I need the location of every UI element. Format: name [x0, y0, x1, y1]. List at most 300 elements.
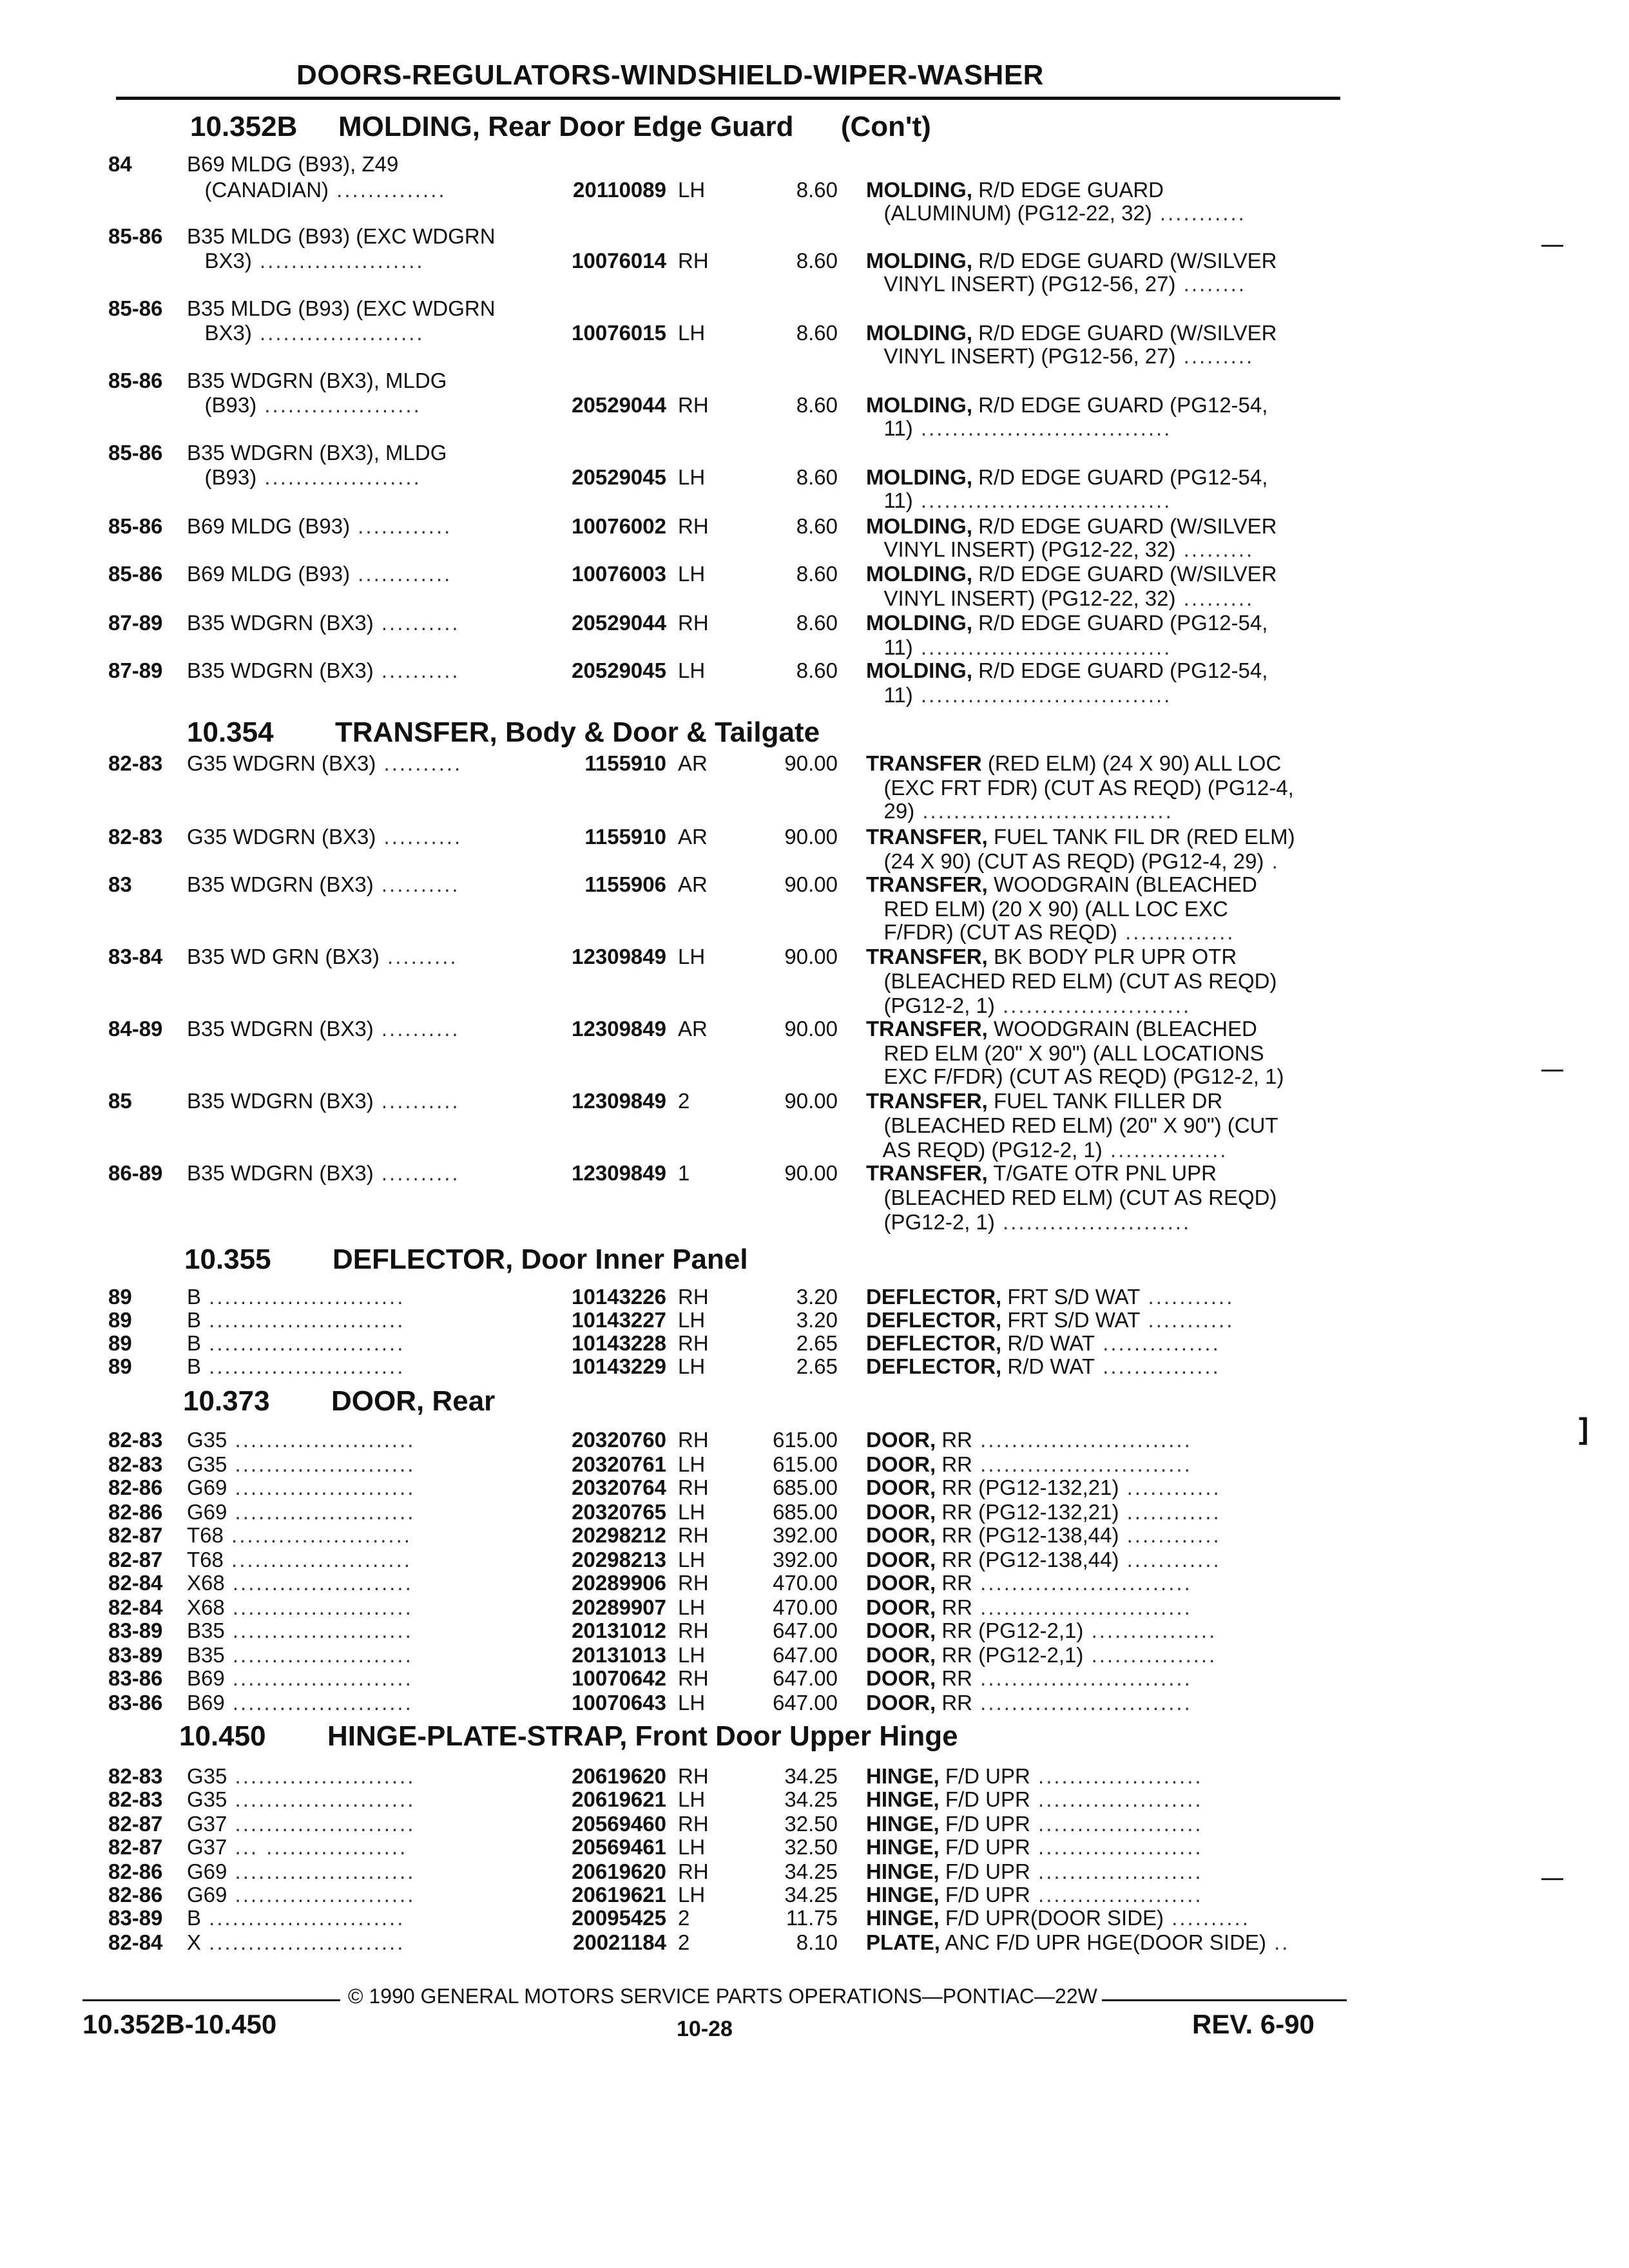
row-model [187, 1161, 528, 1185]
row-model-leader: ..................... [251, 249, 425, 273]
row-quantity: RH [678, 1428, 709, 1452]
row-description [866, 178, 1336, 202]
row-part-number: 20529045 [572, 658, 666, 682]
row-description [866, 1354, 1336, 1378]
row-model-leader: ....................... [227, 1860, 416, 1883]
row-part-number: 10143229 [572, 1354, 666, 1378]
row-part-number: 20110089 [572, 178, 666, 202]
row-description-text: TRANSFER, FUEL TANK FIL DR (RED ELM) [866, 825, 1295, 849]
row-part-number: 20320760 [572, 1428, 666, 1452]
row-description [866, 799, 1336, 823]
row-model-leader: ....................... [227, 1764, 416, 1788]
row-model [187, 1619, 528, 1642]
row-description [866, 537, 1336, 561]
row-model [187, 945, 528, 968]
row-description-leader: ................ [1083, 1619, 1217, 1642]
row-years: 82-83 [108, 751, 163, 775]
row-model-text: G37 [187, 1835, 227, 1859]
row-description-leader: ........................... [972, 1666, 1192, 1690]
row-price: 615.00 [773, 1428, 838, 1452]
row-part-number: 20131013 [572, 1643, 666, 1667]
row-model-text: B35 WDGRN (BX3), MLDG [187, 369, 447, 392]
row-description [866, 1064, 1336, 1088]
row-description-leader: ........................... [972, 1428, 1192, 1452]
row-model [187, 1860, 528, 1883]
row-years: 87-89 [108, 611, 163, 635]
row-years: 82-87 [108, 1835, 163, 1859]
row-years: 85-86 [108, 441, 163, 465]
row-price: 90.00 [784, 751, 838, 775]
row-model-leader: .......... [373, 1161, 460, 1185]
row-model-text: X68 [187, 1571, 225, 1595]
row-description [866, 465, 1336, 489]
row-years: 84 [108, 152, 132, 176]
row-model [187, 1285, 528, 1309]
row-model-text: B [187, 1308, 202, 1332]
row-part-number: 20529044 [572, 393, 666, 417]
row-part-number: 20289906 [572, 1571, 666, 1595]
section-heading [179, 1720, 958, 1753]
row-model-leader: ....................... [227, 1883, 416, 1907]
row-description [866, 1548, 1336, 1571]
row-price: 3.20 [796, 1285, 838, 1309]
row-description-leader: ..................... [1030, 1883, 1203, 1907]
row-model-text: B [187, 1906, 202, 1930]
page-header-title: DOORS-REGULATORS-WINDSHIELD-WIPER-WASHER [296, 59, 1044, 91]
row-quantity: LH [678, 1691, 706, 1715]
row-model-text: G69 [187, 1883, 227, 1907]
row-years: 83-86 [108, 1666, 163, 1690]
row-model-text: (CANADIAN) [187, 178, 329, 202]
row-model [187, 1523, 528, 1547]
row-description-text: VINYL INSERT) (PG12-22, 32) [866, 537, 1176, 561]
row-description-text: VINYL INSERT) (PG12-22, 32) [866, 586, 1176, 610]
row-model [187, 1883, 528, 1907]
row-description-leader: ................................ [912, 683, 1172, 707]
row-quantity: RH [678, 1285, 709, 1309]
row-model [187, 1475, 528, 1499]
row-description [866, 1113, 1336, 1137]
row-price: 8.60 [796, 393, 838, 417]
row-description-leader: ............ [1119, 1475, 1221, 1499]
row-part-number: 10143226 [572, 1285, 666, 1309]
row-price: 685.00 [773, 1475, 838, 1499]
row-price: 90.00 [784, 1161, 838, 1185]
row-price: 34.25 [784, 1764, 838, 1788]
row-description-leader: ........ [1175, 272, 1247, 296]
row-part-number: 20298213 [572, 1548, 666, 1571]
row-description-text: DEFLECTOR, FRT S/D WAT [866, 1285, 1141, 1309]
row-model-text: B35 [187, 1619, 225, 1642]
row-model-leader: ............ [350, 562, 452, 586]
row-quantity: AR [678, 872, 708, 896]
row-model-leader: ..................... [251, 321, 425, 345]
row-price: 2.65 [796, 1354, 838, 1378]
row-description [866, 945, 1336, 968]
row-years: 85-86 [108, 514, 163, 538]
row-quantity: RH [678, 1571, 709, 1595]
section-title: DEFLECTOR, Door Inner Panel [333, 1244, 748, 1275]
row-model-leader: ......................... [201, 1930, 405, 1954]
row-description [866, 1017, 1336, 1041]
row-price: 32.50 [784, 1835, 838, 1859]
footer-rule-left [82, 1999, 340, 2001]
row-quantity: AR [678, 825, 708, 849]
row-price: 392.00 [773, 1548, 838, 1571]
row-model-leader: ....................... [227, 1500, 416, 1524]
row-price: 90.00 [784, 825, 838, 849]
row-description-leader: .............. [1117, 920, 1235, 944]
row-description-text: 11) [866, 488, 913, 512]
row-model-text: G35 [187, 1428, 227, 1452]
row-description [866, 1883, 1336, 1907]
row-description [866, 1764, 1336, 1788]
row-price: 2.65 [796, 1331, 838, 1355]
row-description [866, 1619, 1336, 1642]
section-number: 10.355 [184, 1244, 271, 1275]
row-price: 90.00 [784, 1017, 838, 1041]
row-description-text: MOLDING, R/D EDGE GUARD (PG12-54, [866, 393, 1268, 417]
row-description-text: (BLEACHED RED ELM) (CUT AS REQD) [866, 1186, 1277, 1209]
row-description-text: DOOR, RR [866, 1452, 973, 1476]
row-description-text: 11) [866, 635, 913, 659]
row-model [187, 441, 528, 465]
row-quantity: 1 [678, 1161, 690, 1185]
row-model [187, 1764, 528, 1788]
row-part-number: 20298212 [572, 1523, 666, 1547]
row-model-text: G69 [187, 1475, 227, 1499]
row-description-leader: ......... [1175, 537, 1255, 561]
row-description [866, 920, 1336, 944]
row-price: 8.60 [796, 514, 838, 538]
row-price: 8.60 [796, 465, 838, 489]
row-years: 82-83 [108, 1787, 163, 1811]
row-description-text: HINGE, F/D UPR [866, 1860, 1030, 1883]
row-years: 85-86 [108, 296, 163, 320]
row-part-number: 12309849 [572, 1017, 666, 1041]
row-quantity: RH [678, 1523, 709, 1547]
row-quantity: LH [678, 945, 706, 968]
row-years: 82-83 [108, 1764, 163, 1788]
row-price: 3.20 [796, 1308, 838, 1332]
row-quantity: RH [678, 1812, 709, 1836]
row-model-text: B35 [187, 1643, 225, 1667]
row-years: 82-86 [108, 1500, 163, 1524]
row-description [866, 897, 1336, 921]
row-part-number: 12309849 [572, 1089, 666, 1113]
row-years: 82-83 [108, 1452, 163, 1476]
row-quantity: LH [678, 1883, 706, 1907]
row-part-number: 1155906 [584, 872, 666, 896]
row-description-text: MOLDING, R/D EDGE GUARD (PG12-54, [866, 658, 1268, 682]
margin-tick [1541, 1070, 1563, 1072]
row-description-text: MOLDING, R/D EDGE GUARD (W/SILVER [866, 514, 1277, 538]
row-description-leader: ............ [1119, 1548, 1221, 1571]
row-model [187, 1428, 528, 1452]
row-model-leader: .................... [256, 393, 421, 417]
row-description [866, 1210, 1336, 1234]
row-model-leader: .......... [373, 658, 460, 682]
row-model-text: B [187, 1285, 202, 1309]
row-model-text: B69 MLDG (B93), Z49 [187, 152, 399, 176]
row-description [866, 586, 1336, 610]
header-rule [116, 97, 1340, 100]
row-description-text: DOOR, RR (PG12-2,1) [866, 1643, 1084, 1667]
row-model [187, 872, 528, 896]
row-model-text: T68 [187, 1548, 224, 1571]
row-model-text: G35 WDGRN (BX3) [187, 825, 376, 849]
row-price: 647.00 [773, 1619, 838, 1642]
row-description [866, 1666, 1336, 1690]
row-quantity: RH [678, 1331, 709, 1355]
row-part-number: 20529045 [572, 465, 666, 489]
row-description-text: (ALUMINUM) (PG12-22, 32) [866, 201, 1152, 225]
row-model-leader: .......... [376, 825, 463, 849]
row-description-text: 29) [866, 799, 915, 823]
row-model [187, 1930, 528, 1954]
row-description [866, 416, 1336, 440]
row-price: 8.60 [796, 658, 838, 682]
row-description-text: DOOR, RR (PG12-132,21) [866, 1500, 1119, 1524]
row-years: 89 [108, 1308, 132, 1332]
row-description-leader: ..................... [1030, 1835, 1203, 1859]
row-description [866, 1523, 1336, 1547]
row-model [187, 1017, 528, 1041]
row-price: 8.10 [796, 1930, 838, 1954]
row-quantity: LH [678, 1643, 706, 1667]
row-description-leader: . [1264, 849, 1280, 873]
row-description-text: DOOR, RR (PG12-138,44) [866, 1548, 1119, 1571]
row-part-number: 12309849 [572, 945, 666, 968]
row-years: 82-84 [108, 1571, 163, 1595]
row-model [187, 514, 528, 538]
row-model-text: G35 [187, 1764, 227, 1788]
row-price: 90.00 [784, 1089, 838, 1113]
row-description-leader: ........... [1140, 1285, 1235, 1309]
section-heading [187, 716, 820, 749]
row-part-number: 10070643 [572, 1691, 666, 1715]
row-model-leader: .......... [373, 872, 460, 896]
row-price: 8.60 [796, 178, 838, 202]
row-description [866, 825, 1336, 849]
row-price: 470.00 [773, 1595, 838, 1619]
row-quantity: RH [678, 249, 709, 273]
row-description [866, 1930, 1336, 1954]
row-description [866, 1906, 1336, 1930]
footer-rule-right [1102, 1999, 1347, 2001]
row-description-text: PLATE, ANC F/D UPR HGE(DOOR SIDE) [866, 1930, 1266, 1954]
row-price: 8.60 [796, 562, 838, 586]
row-model [187, 369, 528, 392]
row-description [866, 1089, 1336, 1113]
row-description [866, 1041, 1336, 1065]
row-part-number: 12309849 [572, 1161, 666, 1185]
row-model [187, 1666, 528, 1690]
row-model-text: B [187, 1354, 202, 1378]
row-quantity: LH [678, 178, 706, 202]
row-quantity: RH [678, 1666, 709, 1690]
row-model-leader: ....................... [227, 1812, 416, 1836]
row-years: 89 [108, 1285, 132, 1309]
row-description-leader: ............... [1102, 1138, 1228, 1162]
row-description-text: (EXC FRT FDR) (CUT AS REQD) (PG12-4, [866, 776, 1294, 800]
row-quantity: RH [678, 1619, 709, 1642]
row-quantity: RH [678, 1764, 709, 1788]
row-years: 82-84 [108, 1595, 163, 1619]
row-price: 647.00 [773, 1691, 838, 1715]
row-description-leader: ........................... [972, 1691, 1192, 1715]
row-years: 83-89 [108, 1619, 163, 1642]
row-model-text: B69 MLDG (B93) [187, 562, 351, 586]
row-description-text: TRANSFER, T/GATE OTR PNL UPR [866, 1161, 1217, 1185]
row-quantity: LH [678, 1835, 706, 1859]
row-description-text: EXC F/FDR) (CUT AS REQD) (PG12-2, 1) [866, 1064, 1284, 1088]
row-years: 89 [108, 1354, 132, 1378]
row-description-text: HINGE, F/D UPR [866, 1764, 1030, 1788]
row-years: 82-86 [108, 1883, 163, 1907]
row-model-text: G35 WDGRN (BX3) [187, 751, 376, 775]
row-description-text: (24 X 90) (CUT AS REQD) (PG12-4, 29) [866, 849, 1264, 873]
row-model-text: B35 WDGRN (BX3) [187, 611, 374, 635]
row-years: 85-86 [108, 369, 163, 392]
row-part-number: 20131012 [572, 1619, 666, 1642]
row-model-leader: .......... [373, 611, 460, 635]
row-part-number: 20095425 [572, 1906, 666, 1930]
row-description [866, 751, 1336, 775]
row-years: 82-83 [108, 1428, 163, 1452]
row-model-text: B35 WDGRN (BX3) [187, 1089, 374, 1113]
section-number: 10.373 [183, 1385, 270, 1417]
row-price: 8.60 [796, 611, 838, 635]
row-price: 32.50 [784, 1812, 838, 1836]
row-description-leader: ........................... [972, 1571, 1192, 1595]
row-description-leader: ............... [1095, 1354, 1220, 1378]
row-model [187, 658, 528, 682]
row-description-text: DOOR, RR (PG12-138,44) [866, 1523, 1119, 1547]
row-model-text: G35 [187, 1787, 227, 1811]
row-price: 90.00 [784, 945, 838, 968]
section-heading [190, 111, 931, 143]
row-model-text: B69 [187, 1691, 225, 1715]
row-part-number: 10143227 [572, 1308, 666, 1332]
row-model-text: B [187, 1331, 202, 1355]
row-part-number: 20021184 [572, 1930, 666, 1954]
section-number: 10.352B [190, 111, 298, 142]
row-part-number: 20320761 [572, 1452, 666, 1476]
row-years: 89 [108, 1331, 132, 1355]
row-model [187, 224, 528, 248]
row-description [866, 1186, 1336, 1209]
row-model-leader: ....................... [224, 1571, 413, 1595]
row-part-number: 20320764 [572, 1475, 666, 1499]
row-description [866, 1595, 1336, 1619]
row-description [866, 1285, 1336, 1309]
row-part-number: 20569460 [572, 1812, 666, 1836]
row-years: 83 [108, 872, 132, 896]
row-price: 647.00 [773, 1666, 838, 1690]
row-description-text: DOOR, RR [866, 1595, 973, 1619]
row-part-number: 10076015 [572, 321, 666, 345]
row-years: 82-86 [108, 1860, 163, 1883]
row-model [187, 1691, 528, 1715]
row-description-leader: ........... [1152, 201, 1246, 225]
row-description-text: DOOR, RR [866, 1666, 973, 1690]
row-description-text: 11) [866, 683, 913, 707]
row-part-number: 10076014 [572, 249, 666, 273]
row-model [187, 465, 528, 489]
row-model [187, 1500, 528, 1524]
row-model-leader: .......... [376, 751, 463, 775]
row-description-leader: .. [1266, 1930, 1290, 1954]
row-description-text: HINGE, F/D UPR [866, 1812, 1030, 1836]
row-description-leader: ..................... [1030, 1812, 1203, 1836]
section-number: 10.450 [179, 1720, 266, 1752]
row-model-leader: ......... [379, 945, 458, 968]
row-model-leader: ......................... [201, 1308, 405, 1332]
row-model-leader: ....................... [227, 1475, 416, 1499]
row-quantity: LH [678, 465, 706, 489]
row-model [187, 296, 528, 320]
row-quantity: 2 [678, 1906, 690, 1930]
row-model [187, 152, 528, 176]
row-years: 83-84 [108, 945, 163, 968]
section-heading [184, 1244, 748, 1276]
row-years: 82-87 [108, 1523, 163, 1547]
row-price: 615.00 [773, 1452, 838, 1476]
row-years: 85 [108, 1089, 132, 1113]
row-description-text: DOOR, RR (PG12-2,1) [866, 1619, 1084, 1642]
row-model [187, 1643, 528, 1667]
row-model-leader: ....................... [224, 1619, 413, 1642]
row-description-text: TRANSFER, WOODGRAIN (BLEACHED [866, 872, 1257, 896]
row-description-leader: ........................ [994, 994, 1191, 1017]
row-description-text: (PG12-2, 1) [866, 994, 995, 1017]
row-description-text: MOLDING, R/D EDGE GUARD (W/SILVER [866, 562, 1277, 586]
row-description [866, 1643, 1336, 1667]
row-description [866, 201, 1336, 225]
row-model-text: BX3) [187, 249, 252, 273]
footer-revision: REV. 6-90 [1192, 2009, 1315, 2039]
row-description-leader: ................................ [914, 799, 1173, 823]
row-quantity: LH [678, 658, 706, 682]
row-quantity: AR [678, 751, 708, 775]
row-description-text: DOOR, RR (PG12-132,21) [866, 1475, 1119, 1499]
row-description-text: (PG12-2, 1) [866, 1210, 995, 1234]
row-years: 82-87 [108, 1812, 163, 1836]
row-part-number: 20289907 [572, 1595, 666, 1619]
row-description [866, 969, 1336, 993]
row-years: 85-86 [108, 224, 163, 248]
row-description-leader: ........................... [972, 1595, 1192, 1619]
row-years: 87-89 [108, 658, 163, 682]
section-title: DOOR, Rear [331, 1385, 496, 1417]
row-description-text: MOLDING, R/D EDGE GUARD (PG12-54, [866, 465, 1268, 489]
row-description-leader: ..................... [1030, 1860, 1203, 1883]
row-description-leader: ................................ [912, 635, 1172, 659]
row-description-text: F/FDR) (CUT AS REQD) [866, 920, 1117, 944]
row-model-text: G69 [187, 1500, 227, 1524]
row-description [866, 514, 1336, 538]
row-model-text: B35 WDGRN (BX3) [187, 1161, 374, 1185]
row-description [866, 344, 1336, 368]
row-quantity: LH [678, 1548, 706, 1571]
row-model-text: B69 MLDG (B93) [187, 514, 351, 538]
margin-tick [1541, 1878, 1563, 1880]
row-description-text: DEFLECTOR, R/D WAT [866, 1354, 1095, 1378]
row-description [866, 1475, 1336, 1499]
row-description-leader: ..................... [1030, 1787, 1203, 1811]
row-price: 34.25 [784, 1860, 838, 1883]
